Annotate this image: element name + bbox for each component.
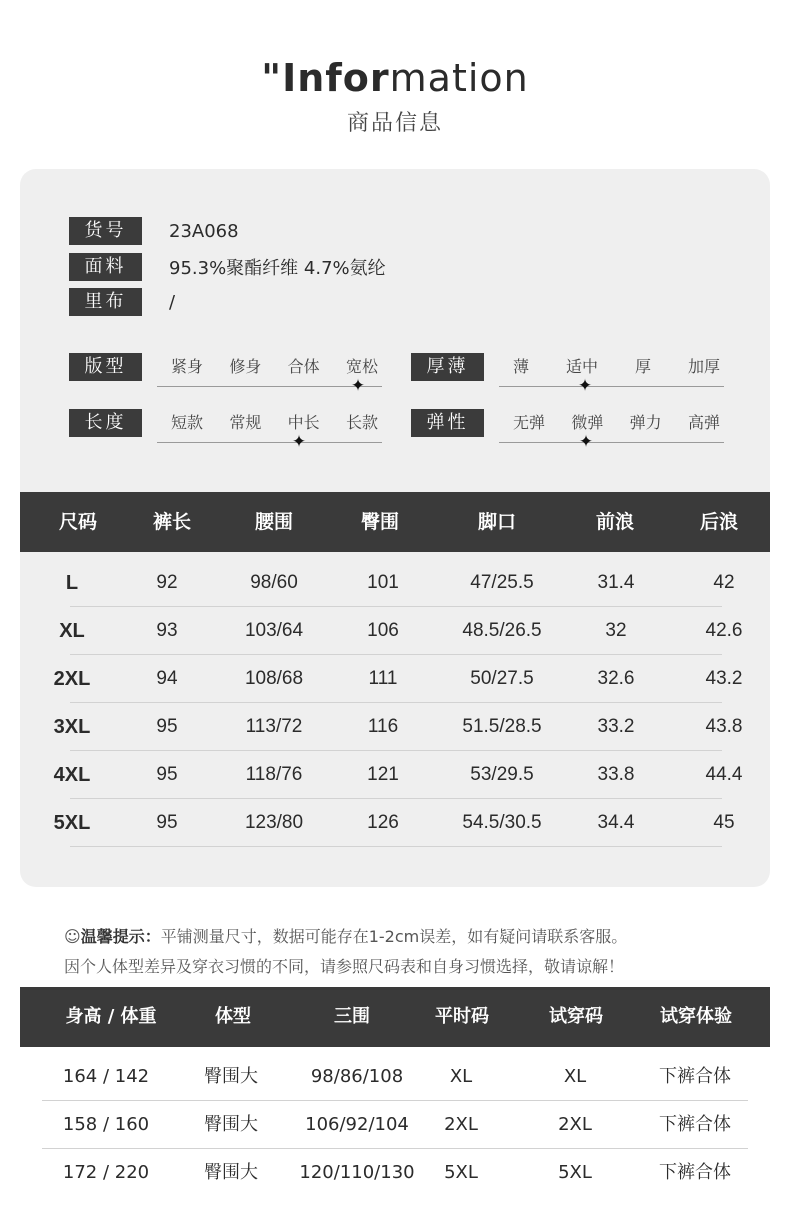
selected-star-icon: ✦ [578, 432, 594, 452]
tips-text-1: 平铺测量尺寸，数据可能存在1-2cm误差，如有疑问请联系客服。 [160, 927, 628, 946]
table-row [20, 1053, 770, 1101]
attr-option: 厚 [634, 357, 651, 376]
info-value: 95.3%聚酯纤维 4.7%氨纶 [169, 258, 386, 279]
attr-length [69, 409, 389, 452]
try-value-cell: 下裤合体 [659, 1162, 731, 1183]
info-label: 货号 [69, 217, 142, 245]
size-header-cell: 后浪 [699, 511, 739, 533]
try-value-cell: 臀围大 [204, 1162, 258, 1183]
table-row [20, 1149, 770, 1197]
attr-option: 短款 [171, 413, 204, 432]
size-value-cell: 93 [156, 620, 178, 641]
size-value-cell: 33.8 [597, 764, 635, 785]
table-row [20, 1101, 770, 1149]
page-subtitle: 商品信息 [346, 111, 443, 136]
size-label-cell: 4XL [53, 764, 91, 786]
size-label-cell: 5XL [53, 812, 91, 834]
try-value-cell: 158 / 160 [62, 1114, 150, 1135]
attr-option: 中长 [287, 413, 320, 432]
size-value-cell: 42.6 [705, 620, 743, 641]
selected-star-icon: ✦ [577, 376, 593, 396]
try-value-cell: 2XL [558, 1114, 592, 1135]
size-header-cell: 裤长 [152, 511, 192, 533]
size-value-cell: 116 [367, 716, 399, 737]
try-header-cell: 三围 [334, 1006, 370, 1027]
try-value-cell: 172 / 220 [62, 1162, 150, 1183]
size-value-cell: 94 [156, 668, 178, 689]
size-value-cell: 43.8 [705, 716, 743, 737]
attr-options [499, 353, 724, 381]
tips-line-1 [64, 924, 627, 947]
table-row [20, 751, 770, 799]
size-value-cell: 118/76 [245, 764, 303, 785]
try-value-cell: 臀围大 [204, 1114, 258, 1135]
size-value-cell: 98/60 [250, 572, 298, 593]
size-value-cell: 126 [367, 812, 399, 833]
info-value: / [169, 291, 176, 313]
size-value-cell: 108/68 [244, 668, 304, 689]
attr-option: 常规 [229, 413, 262, 432]
attr-options [157, 409, 382, 437]
size-value-cell: 92 [156, 572, 178, 593]
size-value-cell: 95 [156, 716, 178, 737]
info-row-lining [69, 288, 175, 316]
try-value-cell: 下裤合体 [659, 1066, 731, 1087]
size-label-cell: 2XL [53, 668, 91, 690]
page-title [0, 56, 790, 100]
size-value-cell: 33.2 [597, 716, 635, 737]
attr-option: 适中 [565, 357, 598, 376]
attr-option: 宽松 [345, 357, 378, 376]
size-value-cell: 95 [156, 812, 178, 833]
try-value-cell: 120/110/130 [299, 1162, 415, 1183]
size-value-cell: 31.4 [597, 572, 635, 593]
attr-option: 高弹 [687, 413, 720, 432]
size-header-cell: 脚口 [477, 511, 517, 533]
info-label: 里布 [69, 288, 142, 316]
size-value-cell: 32 [605, 620, 627, 641]
attr-option: 加厚 [687, 357, 720, 376]
info-label: 面料 [69, 253, 142, 281]
size-value-cell: 32.6 [597, 668, 635, 689]
try-header-cell: 试穿码 [549, 1006, 603, 1027]
size-value-cell: 103/64 [244, 620, 304, 641]
info-row-item-number [69, 217, 239, 245]
size-value-cell: 123/80 [244, 812, 304, 833]
size-value-cell: 50/27.5 [470, 668, 534, 689]
size-value-cell: 106 [367, 620, 399, 641]
try-value-cell: XL [449, 1066, 473, 1087]
size-value-cell: 51.5/28.5 [462, 716, 542, 737]
size-value-cell: 54.5/30.5 [462, 812, 542, 833]
attr-label: 长度 [69, 409, 142, 437]
attr-scale-line [157, 442, 382, 443]
attr-thickness [411, 353, 731, 396]
size-value-cell: 43.2 [705, 668, 743, 689]
size-value-cell: 53/29.5 [470, 764, 534, 785]
attr-label: 厚薄 [411, 353, 484, 381]
try-value-cell: 臀围大 [204, 1066, 258, 1087]
try-value-cell: 2XL [444, 1114, 478, 1135]
size-value-cell: 45 [713, 812, 735, 833]
size-label-cell: 3XL [53, 716, 91, 738]
attr-option: 合体 [287, 357, 320, 376]
size-value-cell: 47/25.5 [470, 572, 534, 593]
attr-option: 紧身 [171, 357, 204, 376]
try-value-cell: 5XL [558, 1162, 592, 1183]
table-row [20, 607, 770, 655]
try-header-cell: 试穿体验 [660, 1006, 732, 1027]
size-label-cell: XL [59, 620, 85, 642]
attr-option: 弹力 [629, 413, 662, 432]
size-label-cell: L [65, 572, 79, 594]
attr-options [499, 409, 724, 437]
row-divider [70, 846, 722, 847]
attr-label: 版型 [69, 353, 142, 381]
tips-label: 温馨提示： [80, 927, 161, 946]
attr-option: 薄 [513, 357, 530, 376]
size-value-cell: 111 [368, 668, 398, 689]
size-header-cell: 腰围 [254, 511, 294, 533]
size-value-cell: 42 [713, 572, 735, 593]
attr-option: 长款 [345, 413, 378, 432]
try-value-cell: 5XL [444, 1162, 478, 1183]
try-table-header [20, 987, 770, 1047]
attr-scale-line [499, 442, 724, 443]
try-value-cell: 106/92/104 [305, 1114, 409, 1135]
size-value-cell: 44.4 [705, 764, 743, 785]
attr-option: 无弹 [513, 413, 546, 432]
table-row [20, 703, 770, 751]
size-value-cell: 121 [367, 764, 399, 785]
try-header-cell: 平时码 [435, 1006, 489, 1027]
try-value-cell: 98/86/108 [310, 1066, 404, 1087]
size-header-cell: 尺码 [58, 511, 98, 533]
try-header-cell: 身高 / 体重 [65, 1006, 157, 1027]
attr-fit [69, 353, 389, 396]
table-row [20, 559, 770, 607]
size-header-cell: 臀围 [360, 511, 400, 533]
size-header-cell: 前浪 [595, 511, 635, 533]
smiley-icon: ☺ [64, 927, 81, 946]
attr-option: 微弹 [571, 413, 604, 432]
table-row [20, 655, 770, 703]
selected-star-icon: ✦ [350, 376, 366, 396]
tips-line-2: 因个人体型差异及穿衣习惯的不同，请参照尺码表和自身习惯选择，敬请谅解！ [64, 957, 625, 976]
attr-elasticity [411, 409, 731, 452]
size-value-cell: 113/72 [245, 716, 303, 737]
selected-star-icon: ✦ [291, 432, 307, 452]
size-value-cell: 48.5/26.5 [462, 620, 542, 641]
try-value-cell: 164 / 142 [62, 1066, 150, 1087]
size-value-cell: 34.4 [597, 812, 635, 833]
try-value-cell: XL [563, 1066, 587, 1087]
size-value-cell: 101 [367, 572, 399, 593]
size-value-cell: 95 [156, 764, 178, 785]
attr-label: 弹性 [411, 409, 484, 437]
title-bold: "Infor [261, 56, 390, 100]
info-row-fabric [69, 253, 386, 281]
table-row [20, 799, 770, 847]
title-light: mation [389, 56, 529, 100]
info-value: 23A068 [169, 220, 239, 242]
attr-scale-line [499, 386, 724, 387]
attr-option: 修身 [229, 357, 262, 376]
try-header-cell: 体型 [215, 1006, 251, 1027]
size-table-header [20, 492, 770, 552]
try-value-cell: 下裤合体 [659, 1114, 731, 1135]
